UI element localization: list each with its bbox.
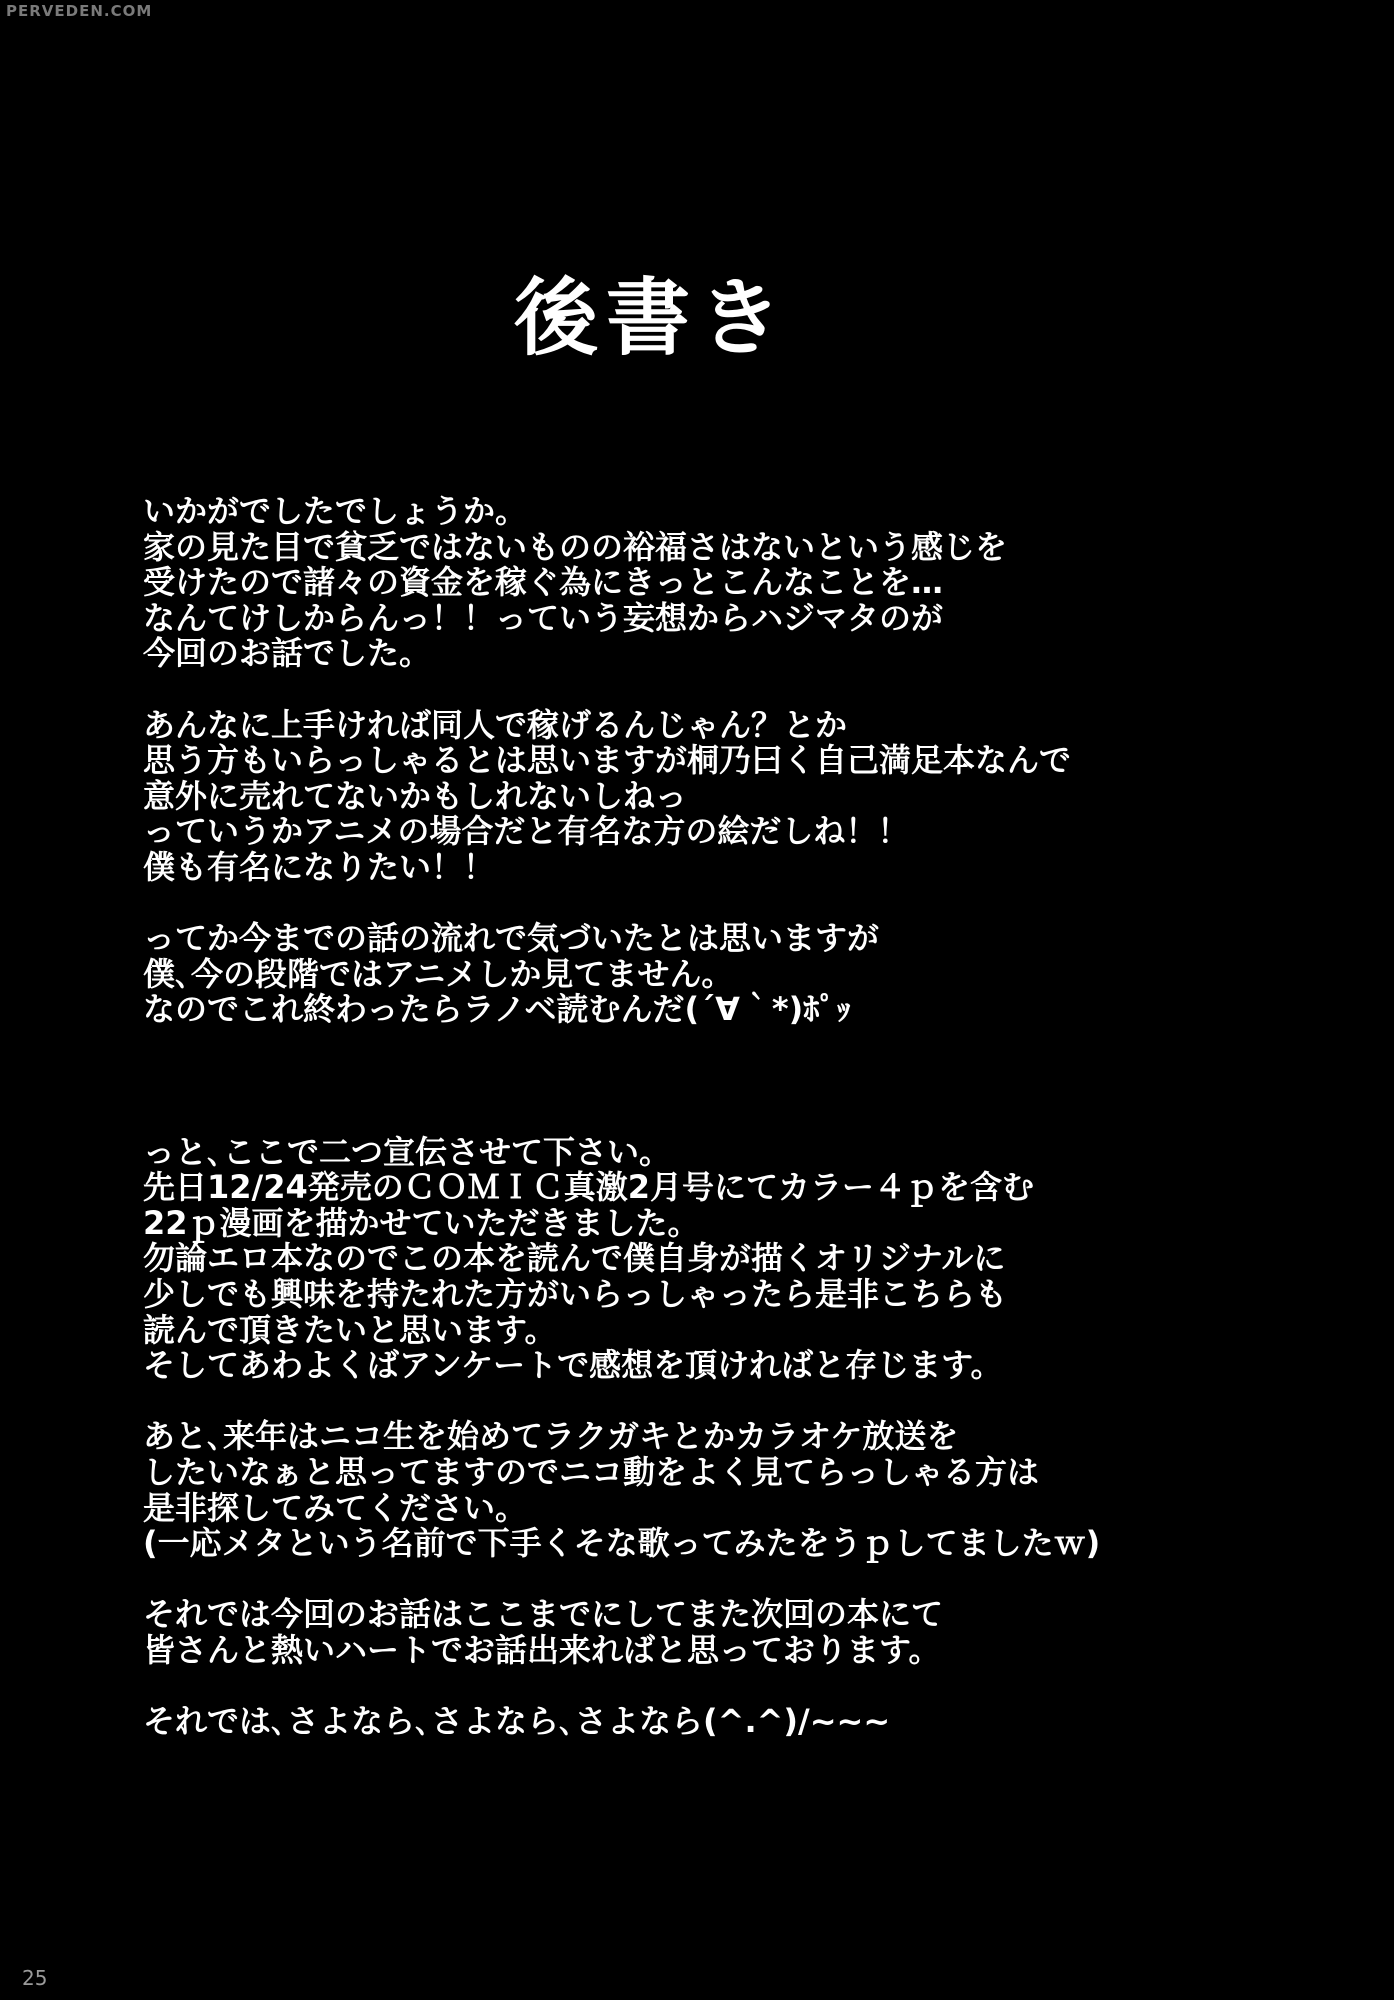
text-line: ってか今までの話の流れで気づいたとは思いますが	[143, 919, 880, 958]
text-line: 先日12/24発売のＣＯＭＩＣ真激2月号にてカラー４ｐを含む	[143, 1168, 1035, 1207]
text-line: っていうかアニメの場合だと有名な方の絵だしね！！	[143, 812, 910, 851]
text-line: 意外に売れてないかもしれないしねっ	[143, 776, 688, 815]
afterword-body	[143, 494, 1283, 1740]
text-line: 少しでも興味を持たれた方がいらっしゃったら是非こちらも	[143, 1275, 1008, 1314]
paragraph-spacer	[143, 886, 1283, 922]
paragraph-spacer	[143, 672, 1283, 708]
text-line: 僕も有名になりたい！！	[143, 847, 496, 886]
text-line: 皆さんと熱いハートでお話出来ればと思っております。	[143, 1631, 941, 1670]
text-line: なんてけしからんっ！！っていう妄想からハジマタのが	[143, 598, 944, 637]
text-line: なのでこれ終わったらラノベ読むんだ(´∀｀*)ﾎﾟｯ	[143, 990, 852, 1029]
paragraph-farewell	[143, 1704, 1283, 1740]
text-line: 僕､今の段階ではアニメしか見てません｡	[143, 954, 718, 993]
paragraph-announcement	[143, 1132, 1283, 1385]
text-line: そしてあわよくばアンケートで感想を頂ければと存じます。	[143, 1346, 1003, 1385]
text-line: それでは今回のお話はここまでにしてまた次回の本にて	[143, 1595, 944, 1634]
text-line: あんなに上手ければ同人で稼げるんじゃん？とか	[143, 705, 848, 744]
paragraph-nico	[143, 1419, 1283, 1561]
text-line: 22ｐ漫画を描かせていただきました。	[143, 1203, 700, 1242]
page-number: 25	[22, 1966, 48, 1990]
paragraph-spacer	[143, 1384, 1283, 1420]
text-line: 勿論エロ本なのでこの本を読んで僕自身が描くオリジナルに	[143, 1239, 1006, 1278]
text-line: あと､来年はニコ生を始めてラクガキとかカラオケ放送を	[143, 1417, 959, 1456]
text-line: 読んで頂きたいと思います。	[143, 1310, 557, 1349]
text-line: (一応メタという名前で下手くそな歌ってみたをうｐしてましたｗ)	[143, 1524, 1101, 1563]
paragraph-closing	[143, 1597, 1283, 1668]
section-spacer	[143, 1028, 1283, 1135]
paragraph-anime	[143, 921, 1283, 1028]
page-title: 後書き	[513, 269, 790, 367]
text-line: 家の見た目で貧乏ではないものの裕福さはないという感じを	[143, 527, 1008, 566]
text-line: 受けたので諸々の資金を稼ぐ為にきっとこんなことを…	[143, 563, 944, 602]
text-line: 今回のお話でした。	[143, 634, 432, 673]
text-line: いかがでしたでしょうか。	[143, 492, 528, 530]
text-line: したいなぁと思ってますのでニコ動をよく見てらっしゃる方は	[143, 1453, 1040, 1492]
paragraph-doujin	[143, 705, 1283, 886]
text-line: っと､ここで二つ宣伝させて下さい。	[143, 1132, 672, 1171]
text-line: それでは､さよなら､さよなら､さよなら(^.^)/~~~	[143, 1702, 891, 1741]
text-line: 思う方もいらっしゃるとは思いますが桐乃曰く自己満足本なんで	[143, 741, 1072, 780]
paragraph-spacer	[143, 1669, 1283, 1705]
paragraph-intro	[143, 494, 1283, 672]
text-line: 是非探してみてください。	[143, 1488, 528, 1527]
site-watermark: PERVEDEN.COM	[6, 2, 153, 20]
paragraph-spacer	[143, 1562, 1283, 1598]
